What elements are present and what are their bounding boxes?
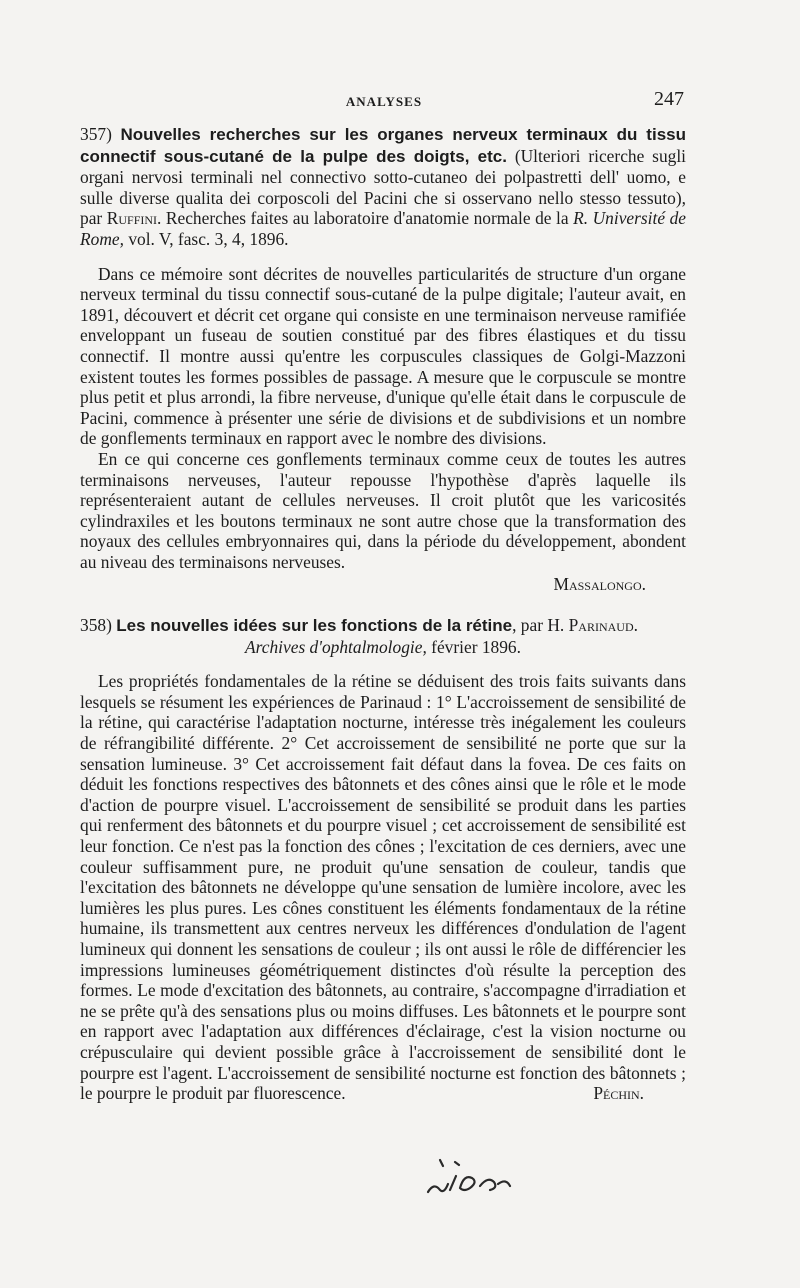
article-357-reference-b: . Recherches faites au laboratoire d'anatomie normale de la [157,208,569,229]
article-358-text: Les propriétés fondamentales de la rétine se déduisent des trois faits suivants dans lesquels se résument les expériences de Parinaud : 1° L'accroissement de sensibilité de la rétine, qui caractérise l'adaptation nocturne, intéresse très inégalement les couleurs de réfrangibilité différente. 2° Cet accroissement de sensibilité ne porte que sur la sensation lumineuse. 3° Cet accroissement fait défaut dans la fovea. De ces faits on déduit les fonctions respectives des bâtonnets et des cônes ainsi que le rôle et le mode d'action de pourpre visuel. L'accroissement de sensibilité se produit dans les parties qui renferment des bâtonnets et du pourpre visuel ; cet accroissement de sensibilité est leur fonction. Ce n'est pas la fonction des cônes ; l'excitation de ces derniers, avec une couleur suffisamment pure, ne produit qu'une sensation de couleur, tandis que l'excitation des bâtonnets ne développe qu'une sensation de lumière incolore, avec les lumières les plus pures. Les cônes constituent les éléments fondamentaux de la rétine humaine, ils transmettent aux centres nerveux les différences d'ondulation de l'agent lumineux qui donnent les sensations de couleur ; ils ont aussi le rôle de différencier les impressions lumineuses géométriquement distinctes d'où résulte la perception des formes. Le mode d'excitation des bâtonnets, au contraire, s'accompagne d'irradiation et ne se prête qu'à des sensations plus ou moins diffuses. Les bâtonnets et le pourpre sont en rapport avec l'adaptation aux différences d'éclairage, c'est la vision nocturne ou crépusculaire qui devient possible grâce à l'accroissement de sensibilité dont le pourpre est l'agent. L'accroissement de sensibilité nocturne est fonction des bâtonnets ; le pourpre le produit par fluorescence. [80,671,686,1104]
running-header [84,88,684,118]
page-number: 247 [654,88,684,110]
article-358-author: Parinaud. [568,615,638,636]
article-357-reference: (Ulteriori ricerche sugli organi nervosi terminali nel connectivo sotto-cutaneo dei polpastretti dell' uomo, e sulle diverse qualita dei corposcoli del Pacini che si osservano nello stesso tessuto), par [80,145,686,229]
article-358-number: 358) [80,615,112,636]
article-358-source [80,637,686,658]
stamp-stroke-3 [460,1177,475,1190]
library-stamp-mark [400,1150,550,1205]
article-357-heading [80,124,686,250]
article-357-journal: R. Université de Rome, [80,208,686,249]
article-357-number: 357) [80,124,112,144]
article-358-journal: Archives d'ophtalmologie, [245,636,427,657]
article-358-title: Les nouvelles idées sur les fonctions de la rétine [116,616,513,636]
stamp-stroke-6 [440,1160,443,1166]
article-357-paragraph-2: En ce qui concerne ces gonflements terminaux comme ceux de toutes les autres terminaisons nerveuses, l'auteur repousse l'hypothèse d'après laquelle ils représenteraient autant de cellules nerveuses. Il croit plutôt que les varicosités cylindraxiles et les boutons terminaux ne sont autre chose que la transformation des noyaux des cellules embryonnaires qui, dans la période du développement, abondent au niveau des terminaisons nerveuses. [80,448,686,572]
article-357 [80,124,686,595]
stamp-stroke-2 [450,1176,456,1190]
stamp-stroke-5 [498,1181,510,1186]
stamp-stroke-7 [455,1162,459,1165]
article-357-signature: Massalongo. [553,574,646,595]
article-358-signature: Péchin. [593,1083,644,1104]
article-358-paragraph-1 [80,671,686,1103]
article-357-paragraph-1: Dans ce mémoire sont décrites de nouvelles particularités de structure d'un organe nerveux terminal du tissu connectif sous-cutané de la pulpe digitale; l'auteur avait, en 1891, découvert et décrit cet organe qui consiste en une terminaison nerveuse ramifiée enveloppant un fuseau de soutien constitué par des fibres élastiques et du tissu connectif. Il montre aussi qu'entre les corpuscules classiques de Golgi-Mazzoni existent toutes les formes possibles de passage. A mesure que le corpuscule se montre plus petit et plus arrondi, la fibre nerveuse, d'unique qu'elle était dans le corpuscule de Pacini, commence à présenter une série de divisions et de subdivisions et un nombre de gonflements terminaux en rapport avec le nombre des divisions. [80,263,686,449]
article-358-by: , par H. [512,615,565,636]
stamp-stroke-4 [480,1180,495,1190]
page-body [80,124,686,1104]
article-358 [80,615,686,1104]
article-358-heading [80,615,686,637]
article-357-title: Nouvelles recherches sur les organes nerveux terminaux du tissu connectif sous-cutané de la pulpe des doigts, etc. [80,125,686,166]
article-357-volume: vol. V, fasc. 3, 4, 1896. [128,228,289,249]
article-357-author: Ruffini [106,208,158,229]
stamp-stroke-1 [428,1184,448,1192]
article-358-date: février 1896. [431,636,521,657]
running-title: ANALYSES [345,94,423,109]
